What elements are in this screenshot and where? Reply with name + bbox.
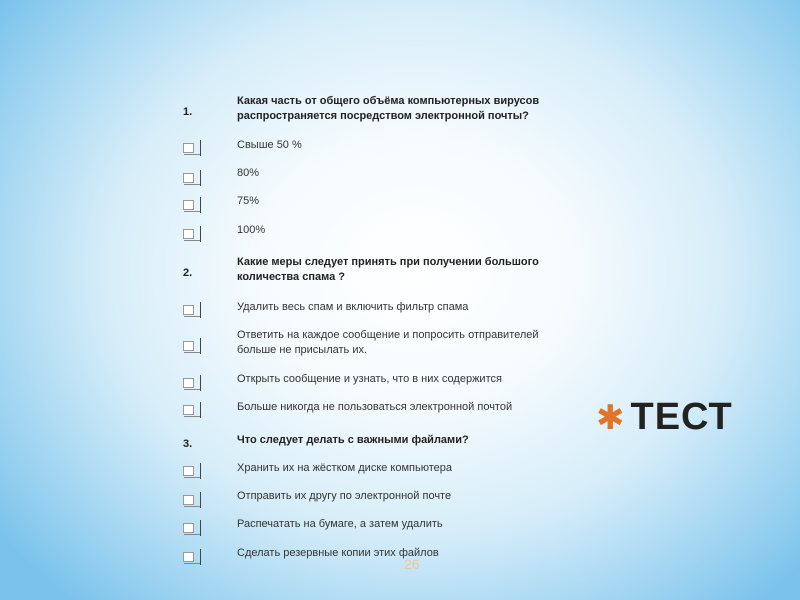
answer-checkbox[interactable] (183, 552, 194, 562)
answer-checkbox[interactable] (183, 305, 194, 315)
answer-checkbox[interactable] (183, 200, 194, 210)
question-text: Что следует делать с важными файлами? (237, 434, 469, 446)
page-number: 26 (404, 556, 420, 572)
answer-checkbox[interactable] (183, 405, 194, 415)
answer-option: Отправить их другу по электронной почте (237, 490, 452, 502)
test-block (180, 0, 580, 600)
question-text: Какие меры следует принять при получении большого количества спама ? (237, 256, 539, 283)
question-text: Какая часть от общего объёма компьютерных вирусов распространяется посредством электронной почты? (237, 95, 540, 122)
answer-option: Хранить их на жёстком диске компьютера (237, 462, 453, 474)
answer-option: Открыть сообщение и узнать, что в них содержится (237, 373, 502, 385)
answer-option: 75% (237, 195, 260, 207)
answer-checkbox[interactable] (183, 466, 194, 476)
answer-option: Сделать резервные копии этих файлов (237, 547, 439, 559)
answer-checkbox[interactable] (183, 341, 194, 351)
question-number: 2. (183, 267, 193, 279)
answer-option: 80% (237, 167, 260, 179)
slide-title-group (596, 396, 733, 439)
answer-checkbox[interactable] (183, 378, 194, 388)
question-number: 3. (183, 438, 193, 450)
answer-checkbox[interactable] (183, 495, 194, 505)
answer-checkbox[interactable] (183, 523, 194, 533)
answer-option: 100% (237, 224, 266, 236)
bullet-star-icon: ✱ (596, 398, 625, 437)
answer-option: Больше никогда не пользоваться электронной почтой (237, 401, 513, 413)
answer-checkbox[interactable] (183, 173, 194, 183)
answer-option: Распечатать на бумаге, а затем удалить (237, 518, 443, 530)
answer-option: Ответить на каждое сообщение и попросить отправителей больше не присылать их. (237, 329, 539, 356)
answer-option: Удалить весь спам и включить фильтр спама (237, 301, 469, 313)
answer-checkbox[interactable] (183, 143, 194, 153)
question-number: 1. (183, 106, 193, 118)
answer-option: Свыше 50 % (237, 139, 302, 151)
answer-checkbox[interactable] (183, 229, 194, 239)
slide-title: ТЕСТ (630, 396, 733, 438)
